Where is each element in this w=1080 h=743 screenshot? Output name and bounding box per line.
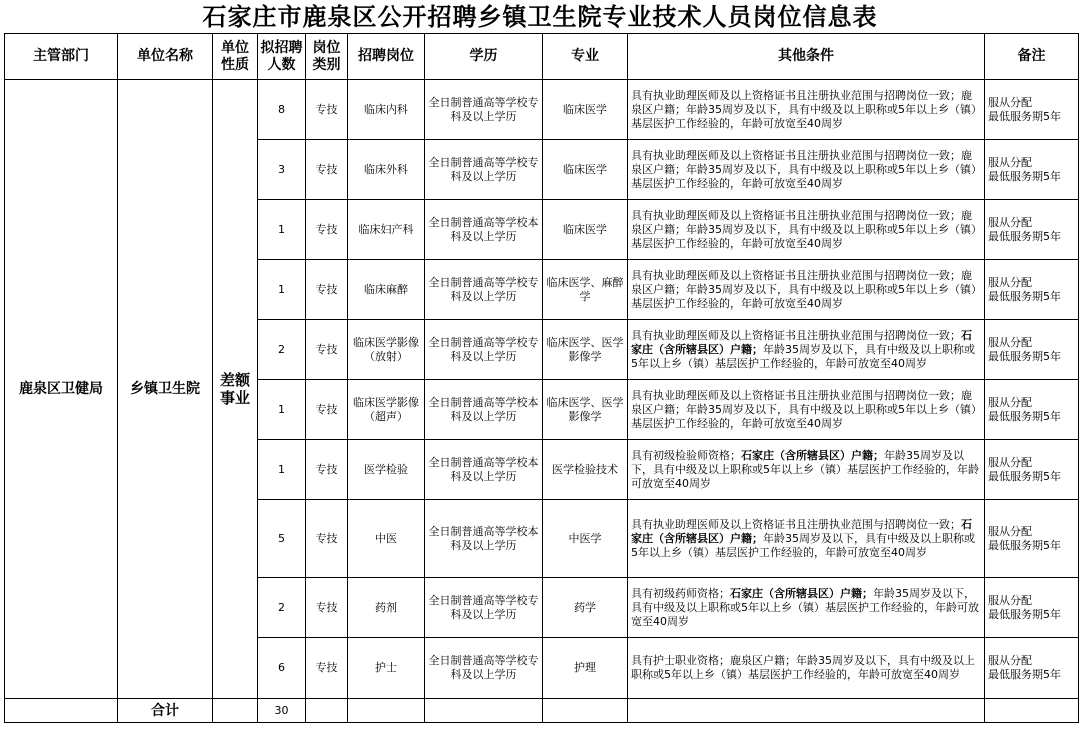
header-note: 备注 <box>985 34 1079 80</box>
other-cell: 具有护士职业资格；鹿泉区户籍；年龄35周岁及以下，具有中级及以上职称或5年以上乡（镇）基层医护工作经验的，年龄可放宽至40周岁 <box>628 638 985 699</box>
header-major: 专业 <box>543 34 628 80</box>
edu-cell: 全日制普通高等学校专科及以上学历 <box>425 320 543 380</box>
major-cell: 药学 <box>543 578 628 638</box>
total-empty-cell <box>213 699 258 723</box>
count-cell: 2 <box>258 578 306 638</box>
note-cell: 服从分配 最低服务期5年 <box>985 80 1079 140</box>
table-row <box>5 80 1079 140</box>
major-cell: 临床医学、医学影像学 <box>543 320 628 380</box>
count-cell: 5 <box>258 500 306 578</box>
post-cell: 医学检验 <box>348 440 425 500</box>
unit-cell: 乡镇卫生院 <box>118 80 213 699</box>
post-cell: 药剂 <box>348 578 425 638</box>
other-cell: 具有执业助理医师及以上资格证书且注册执业范围与招聘岗位一致；鹿泉区户籍；年龄35周岁及以下，具有中级及以上职称或5年以上乡（镇）基层医护工作经验的，年龄可放宽至40周岁 <box>628 140 985 200</box>
header-edu: 学历 <box>425 34 543 80</box>
major-cell: 护理 <box>543 638 628 699</box>
type-cell: 专技 <box>306 440 348 500</box>
other-cell: 具有执业助理医师及以上资格证书且注册执业范围与招聘岗位一致；鹿泉区户籍；年龄35周岁及以下，具有中级及以上职称或5年以上乡（镇）基层医护工作经验的，年龄可放宽至40周岁 <box>628 380 985 440</box>
post-cell: 护士 <box>348 638 425 699</box>
other-cell: 具有执业助理医师及以上资格证书且注册执业范围与招聘岗位一致；鹿泉区户籍；年龄35周岁及以下，具有中级及以上职称或5年以上乡（镇）基层医护工作经验的，年龄可放宽至40周岁 <box>628 80 985 140</box>
edu-cell: 全日制普通高等学校本科及以上学历 <box>425 380 543 440</box>
post-cell: 中医 <box>348 500 425 578</box>
type-cell: 专技 <box>306 200 348 260</box>
note-cell: 服从分配 最低服务期5年 <box>985 500 1079 578</box>
count-cell: 6 <box>258 638 306 699</box>
header-type: 岗位 类别 <box>306 34 348 80</box>
other-cell: 具有执业助理医师及以上资格证书且注册执业范围与招聘岗位一致；石家庄（含所辖县区）户籍；年龄35周岁及以下，具有中级及以上职称或5年以上乡（镇）基层医护工作经验的，年龄可放宽至40周岁 <box>628 500 985 578</box>
note-cell: 服从分配 最低服务期5年 <box>985 140 1079 200</box>
edu-cell: 全日制普通高等学校专科及以上学历 <box>425 578 543 638</box>
note-cell: 服从分配 最低服务期5年 <box>985 578 1079 638</box>
note-cell: 服从分配 最低服务期5年 <box>985 200 1079 260</box>
note-cell: 服从分配 最低服务期5年 <box>985 320 1079 380</box>
total-count: 30 <box>258 699 306 723</box>
other-cell: 具有执业助理医师及以上资格证书且注册执业范围与招聘岗位一致；鹿泉区户籍；年龄35周岁及以下，具有中级及以上职称或5年以上乡（镇）基层医护工作经验的，年龄可放宽至40周岁 <box>628 200 985 260</box>
count-cell: 3 <box>258 140 306 200</box>
header-other: 其他条件 <box>628 34 985 80</box>
edu-cell: 全日制普通高等学校本科及以上学历 <box>425 500 543 578</box>
total-row <box>5 699 1079 723</box>
type-cell: 专技 <box>306 260 348 320</box>
header-unit: 单位名称 <box>118 34 213 80</box>
header-post: 招聘岗位 <box>348 34 425 80</box>
note-cell: 服从分配 最低服务期5年 <box>985 638 1079 699</box>
type-cell: 专技 <box>306 320 348 380</box>
major-cell: 中医学 <box>543 500 628 578</box>
post-cell: 临床外科 <box>348 140 425 200</box>
total-empty-cell <box>306 699 348 723</box>
major-cell: 临床医学 <box>543 80 628 140</box>
total-empty-cell <box>5 699 118 723</box>
type-cell: 专技 <box>306 80 348 140</box>
header-count: 拟招聘 人数 <box>258 34 306 80</box>
header-dept: 主管部门 <box>5 34 118 80</box>
edu-cell: 全日制普通高等学校专科及以上学历 <box>425 140 543 200</box>
post-cell: 临床麻醉 <box>348 260 425 320</box>
edu-cell: 全日制普通高等学校专科及以上学历 <box>425 260 543 320</box>
post-cell: 临床妇产科 <box>348 200 425 260</box>
other-cell: 具有执业助理医师及以上资格证书且注册执业范围与招聘岗位一致；鹿泉区户籍；年龄35周岁及以下，具有中级及以上职称或5年以上乡（镇）基层医护工作经验的，年龄可放宽至40周岁 <box>628 260 985 320</box>
post-cell: 临床医学影像（超声） <box>348 380 425 440</box>
count-cell: 1 <box>258 200 306 260</box>
other-cell: 具有初级检验师资格；石家庄（含所辖县区）户籍；年龄35周岁及以下，具有中级及以上职称或5年以上乡（镇）基层医护工作经验的，年龄可放宽至40周岁 <box>628 440 985 500</box>
type-cell: 专技 <box>306 380 348 440</box>
major-cell: 临床医学、医学影像学 <box>543 380 628 440</box>
page-title: 石家庄市鹿泉区公开招聘乡镇卫生院专业技术人员岗位信息表 <box>202 2 878 31</box>
post-cell: 临床内科 <box>348 80 425 140</box>
type-cell: 专技 <box>306 140 348 200</box>
count-cell: 8 <box>258 80 306 140</box>
total-empty-cell <box>348 699 425 723</box>
edu-cell: 全日制普通高等学校本科及以上学历 <box>425 200 543 260</box>
type-cell: 专技 <box>306 578 348 638</box>
note-cell: 服从分配 最低服务期5年 <box>985 380 1079 440</box>
header-row <box>5 34 1079 80</box>
count-cell: 1 <box>258 440 306 500</box>
type-cell: 专技 <box>306 638 348 699</box>
total-empty-cell <box>543 699 628 723</box>
count-cell: 1 <box>258 260 306 320</box>
post-cell: 临床医学影像（放射） <box>348 320 425 380</box>
header-nature: 单位 性质 <box>213 34 258 80</box>
edu-cell: 全日制普通高等学校本科及以上学历 <box>425 440 543 500</box>
total-empty-cell <box>985 699 1079 723</box>
major-cell: 临床医学、麻醉学 <box>543 260 628 320</box>
other-cell: 具有执业助理医师及以上资格证书且注册执业范围与招聘岗位一致；石家庄（含所辖县区）户籍；年龄35周岁及以下，具有中级及以上职称或5年以上乡（镇）基层医护工作经验的，年龄可放宽至40周岁 <box>628 320 985 380</box>
total-empty-cell <box>425 699 543 723</box>
dept-cell: 鹿泉区卫健局 <box>5 80 118 699</box>
major-cell: 临床医学 <box>543 140 628 200</box>
note-cell: 服从分配 最低服务期5年 <box>985 440 1079 500</box>
major-cell: 医学检验技术 <box>543 440 628 500</box>
type-cell: 专技 <box>306 500 348 578</box>
total-empty-cell <box>628 699 985 723</box>
note-cell: 服从分配 最低服务期5年 <box>985 260 1079 320</box>
total-label: 合计 <box>118 699 213 723</box>
major-cell: 临床医学 <box>543 200 628 260</box>
recruitment-table <box>4 33 1079 723</box>
count-cell: 1 <box>258 380 306 440</box>
edu-cell: 全日制普通高等学校专科及以上学历 <box>425 638 543 699</box>
nature-cell: 差额 事业 <box>213 80 258 699</box>
other-cell: 具有初级药师资格；石家庄（含所辖县区）户籍；年龄35周岁及以下，具有中级及以上职称或5年以上乡（镇）基层医护工作经验的，年龄可放宽至40周岁 <box>628 578 985 638</box>
count-cell: 2 <box>258 320 306 380</box>
edu-cell: 全日制普通高等学校专科及以上学历 <box>425 80 543 140</box>
